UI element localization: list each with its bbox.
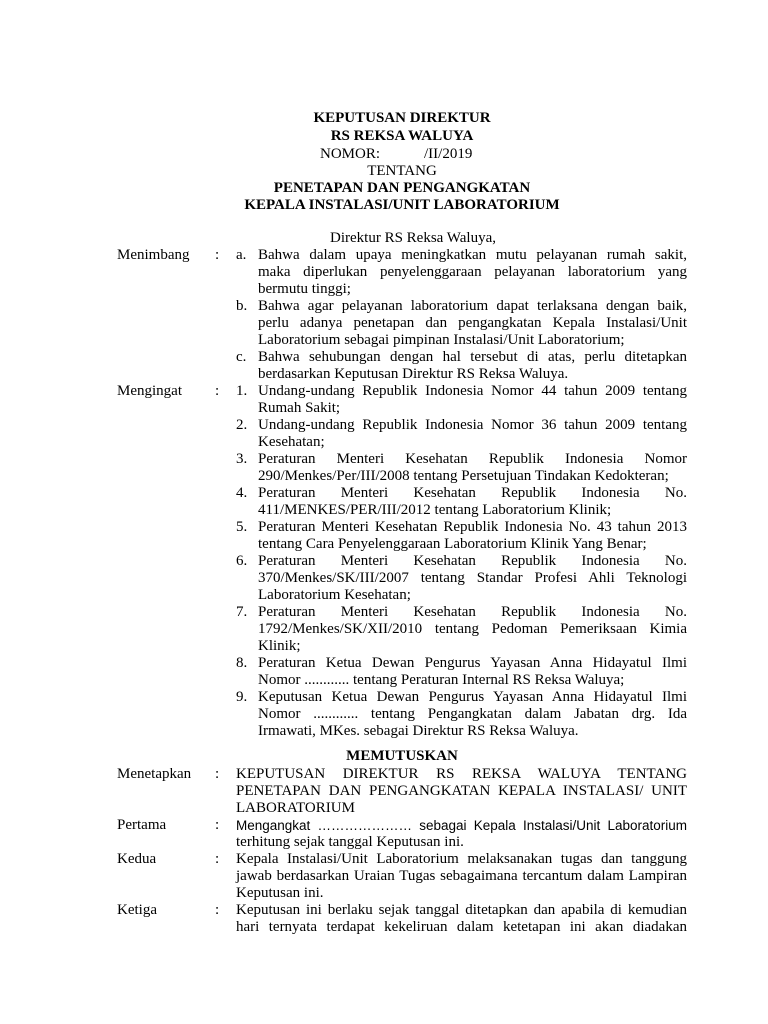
memutuskan-heading: MEMUTUSKAN bbox=[346, 748, 458, 764]
text-line: Kepala Instalasi/Unit Laboratorium melaksanakan tugas dan tanggung bbox=[236, 851, 687, 867]
text-line: Laboratorium Kesehatan; bbox=[258, 587, 411, 603]
text-line: Klinik; bbox=[258, 638, 301, 654]
list-marker: a. bbox=[236, 247, 247, 263]
kedua-label: Kedua bbox=[117, 851, 157, 867]
text-line: Bahwa agar pelayanan laboratorium dapat terlaksana dengan baik, bbox=[258, 298, 687, 314]
text-line: Bahwa sehubungan dengan hal tersebut di atas, perlu ditetapkan bbox=[258, 349, 687, 365]
text-line: Nomor ............ tentang Peraturan Internal RS Reksa Waluya; bbox=[258, 672, 625, 688]
text-line: bermutu tinggi; bbox=[258, 281, 351, 297]
text-line: Peraturan Ketua Dewan Pengurus Yayasan Anna Hidayatul Ilmi bbox=[258, 655, 687, 671]
text-line: PENETAPAN DAN PENGANGKATAN KEPALA INSTALASI/ UNIT bbox=[236, 783, 687, 799]
text-line: Mengangkat ………………… sebagai Kepala Instalasi/Unit Laboratorium bbox=[236, 818, 687, 833]
text-line: maka diperlukan penyelenggaraan pelayanan laboratorium yang bbox=[258, 264, 687, 280]
text-line: Kesehatan; bbox=[258, 434, 325, 450]
list-marker: 6. bbox=[236, 553, 248, 569]
ketiga-colon: : bbox=[215, 902, 220, 918]
kedua-colon: : bbox=[215, 851, 220, 867]
text-line: 411/MENKES/PER/III/2012 tentang Laboratorium Klinik; bbox=[258, 502, 612, 518]
text-line: Peraturan Menteri Kesehatan Republik Indonesia No. bbox=[258, 553, 687, 569]
text-line: terhitung sejak tanggal Keputusan ini. bbox=[236, 834, 464, 850]
tentang-label: TENTANG bbox=[367, 163, 437, 179]
list-marker: 1. bbox=[236, 383, 248, 399]
subject-line-1: PENETAPAN DAN PENGANGKATAN bbox=[273, 180, 531, 196]
text-line: LABORATORIUM bbox=[236, 800, 355, 816]
text-line: Undang-undang Republik Indonesia Nomor 44 tahun 2009 tentang bbox=[258, 383, 687, 399]
text-line: Undang-undang Republik Indonesia Nomor 36 tahun 2009 tentang bbox=[258, 417, 687, 433]
text-line: Peraturan Menteri Kesehatan Republik Indonesia No. 43 tahun 2013 bbox=[258, 519, 687, 535]
subject-line-2: KEPALA INSTALASI/UNIT LABORATORIUM bbox=[244, 197, 560, 213]
list-marker: c. bbox=[236, 349, 247, 365]
text-line: jawab berdasarkan Uraian Tugas sebagaimana tercantum dalam Lampiran bbox=[236, 868, 687, 884]
text-line: Bahwa dalam upaya meningkatkan mutu pelayanan rumah sakit, bbox=[258, 247, 687, 263]
menimbang-colon: : bbox=[215, 247, 220, 263]
ketiga-label: Ketiga bbox=[117, 902, 157, 918]
list-marker: 7. bbox=[236, 604, 248, 620]
opening-line: Direktur RS Reksa Waluya, bbox=[330, 230, 496, 246]
nomor-value: /II/2019 bbox=[424, 146, 473, 162]
text-line: Peraturan Menteri Kesehatan Republik Indonesia No. bbox=[258, 485, 687, 501]
nomor-label: NOMOR: bbox=[320, 146, 381, 162]
text-line: Peraturan Menteri Kesehatan Republik Indonesia No. bbox=[258, 604, 687, 620]
mengingat-colon: : bbox=[215, 383, 220, 399]
menetapkan-colon: : bbox=[215, 766, 220, 782]
text-line: 370/Menkes/SK/III/2007 tentang Standar Profesi Ahli Teknologi bbox=[258, 570, 687, 586]
text-line: KEPUTUSAN DIREKTUR RS REKSA WALUYA TENTANG bbox=[236, 766, 687, 782]
text-line: hari ternyata terdapat kekeliruan dalam ketetapan ini akan diadakan bbox=[236, 919, 687, 935]
list-marker: 5. bbox=[236, 519, 248, 535]
text-line: Keputusan ini. bbox=[236, 885, 324, 901]
list-marker: 3. bbox=[236, 451, 248, 467]
mengingat-label: Mengingat bbox=[117, 383, 182, 399]
pertama-label: Pertama bbox=[117, 817, 167, 833]
list-marker: 9. bbox=[236, 689, 248, 705]
text-line: Nomor ............ tentang Pengangkatan dalam Jabatan drg. Ida bbox=[258, 706, 687, 722]
text-line: tentang Cara Penyelenggaraan Laboratorium Klinik Yang Benar; bbox=[258, 536, 647, 552]
text-line: Irmawati, MKes. sebagai Direktur RS Reksa Waluya. bbox=[258, 723, 579, 739]
text-line: berdasarkan Keputusan Direktur RS Reksa Waluya. bbox=[258, 366, 569, 382]
text-line: 290/Menkes/Per/III/2008 tentang Persetujuan Tindakan Kedokteran; bbox=[258, 468, 669, 484]
menimbang-label: Menimbang bbox=[117, 247, 190, 263]
menetapkan-label: Menetapkan bbox=[117, 766, 192, 782]
title-line-2: RS REKSA WALUYA bbox=[330, 128, 474, 144]
text-line: Keputusan Ketua Dewan Pengurus Yayasan Anna Hidayatul Ilmi bbox=[258, 689, 687, 705]
text-line: Keputusan ini berlaku sejak tanggal ditetapkan dan apabila di kemudian bbox=[236, 902, 687, 918]
text-line: Peraturan Menteri Kesehatan Republik Indonesia Nomor bbox=[258, 451, 687, 467]
title-line-1: KEPUTUSAN DIREKTUR bbox=[313, 110, 491, 126]
list-marker: 2. bbox=[236, 417, 248, 433]
list-marker: 4. bbox=[236, 485, 248, 501]
text-line: Rumah Sakit; bbox=[258, 400, 341, 416]
list-marker: b. bbox=[236, 298, 248, 314]
text-line: 1792/Menkes/SK/XII/2010 tentang Pedoman Pemeriksaan Kimia bbox=[258, 621, 687, 637]
text-line: perlu adanya penetapan dan pengangkatan Kepala Instalasi/Unit bbox=[258, 315, 687, 331]
list-marker: 8. bbox=[236, 655, 248, 671]
pertama-colon: : bbox=[215, 817, 220, 833]
text-line: Laboratorium sebagai pimpinan Instalasi/Unit Laboratorium; bbox=[258, 332, 625, 348]
